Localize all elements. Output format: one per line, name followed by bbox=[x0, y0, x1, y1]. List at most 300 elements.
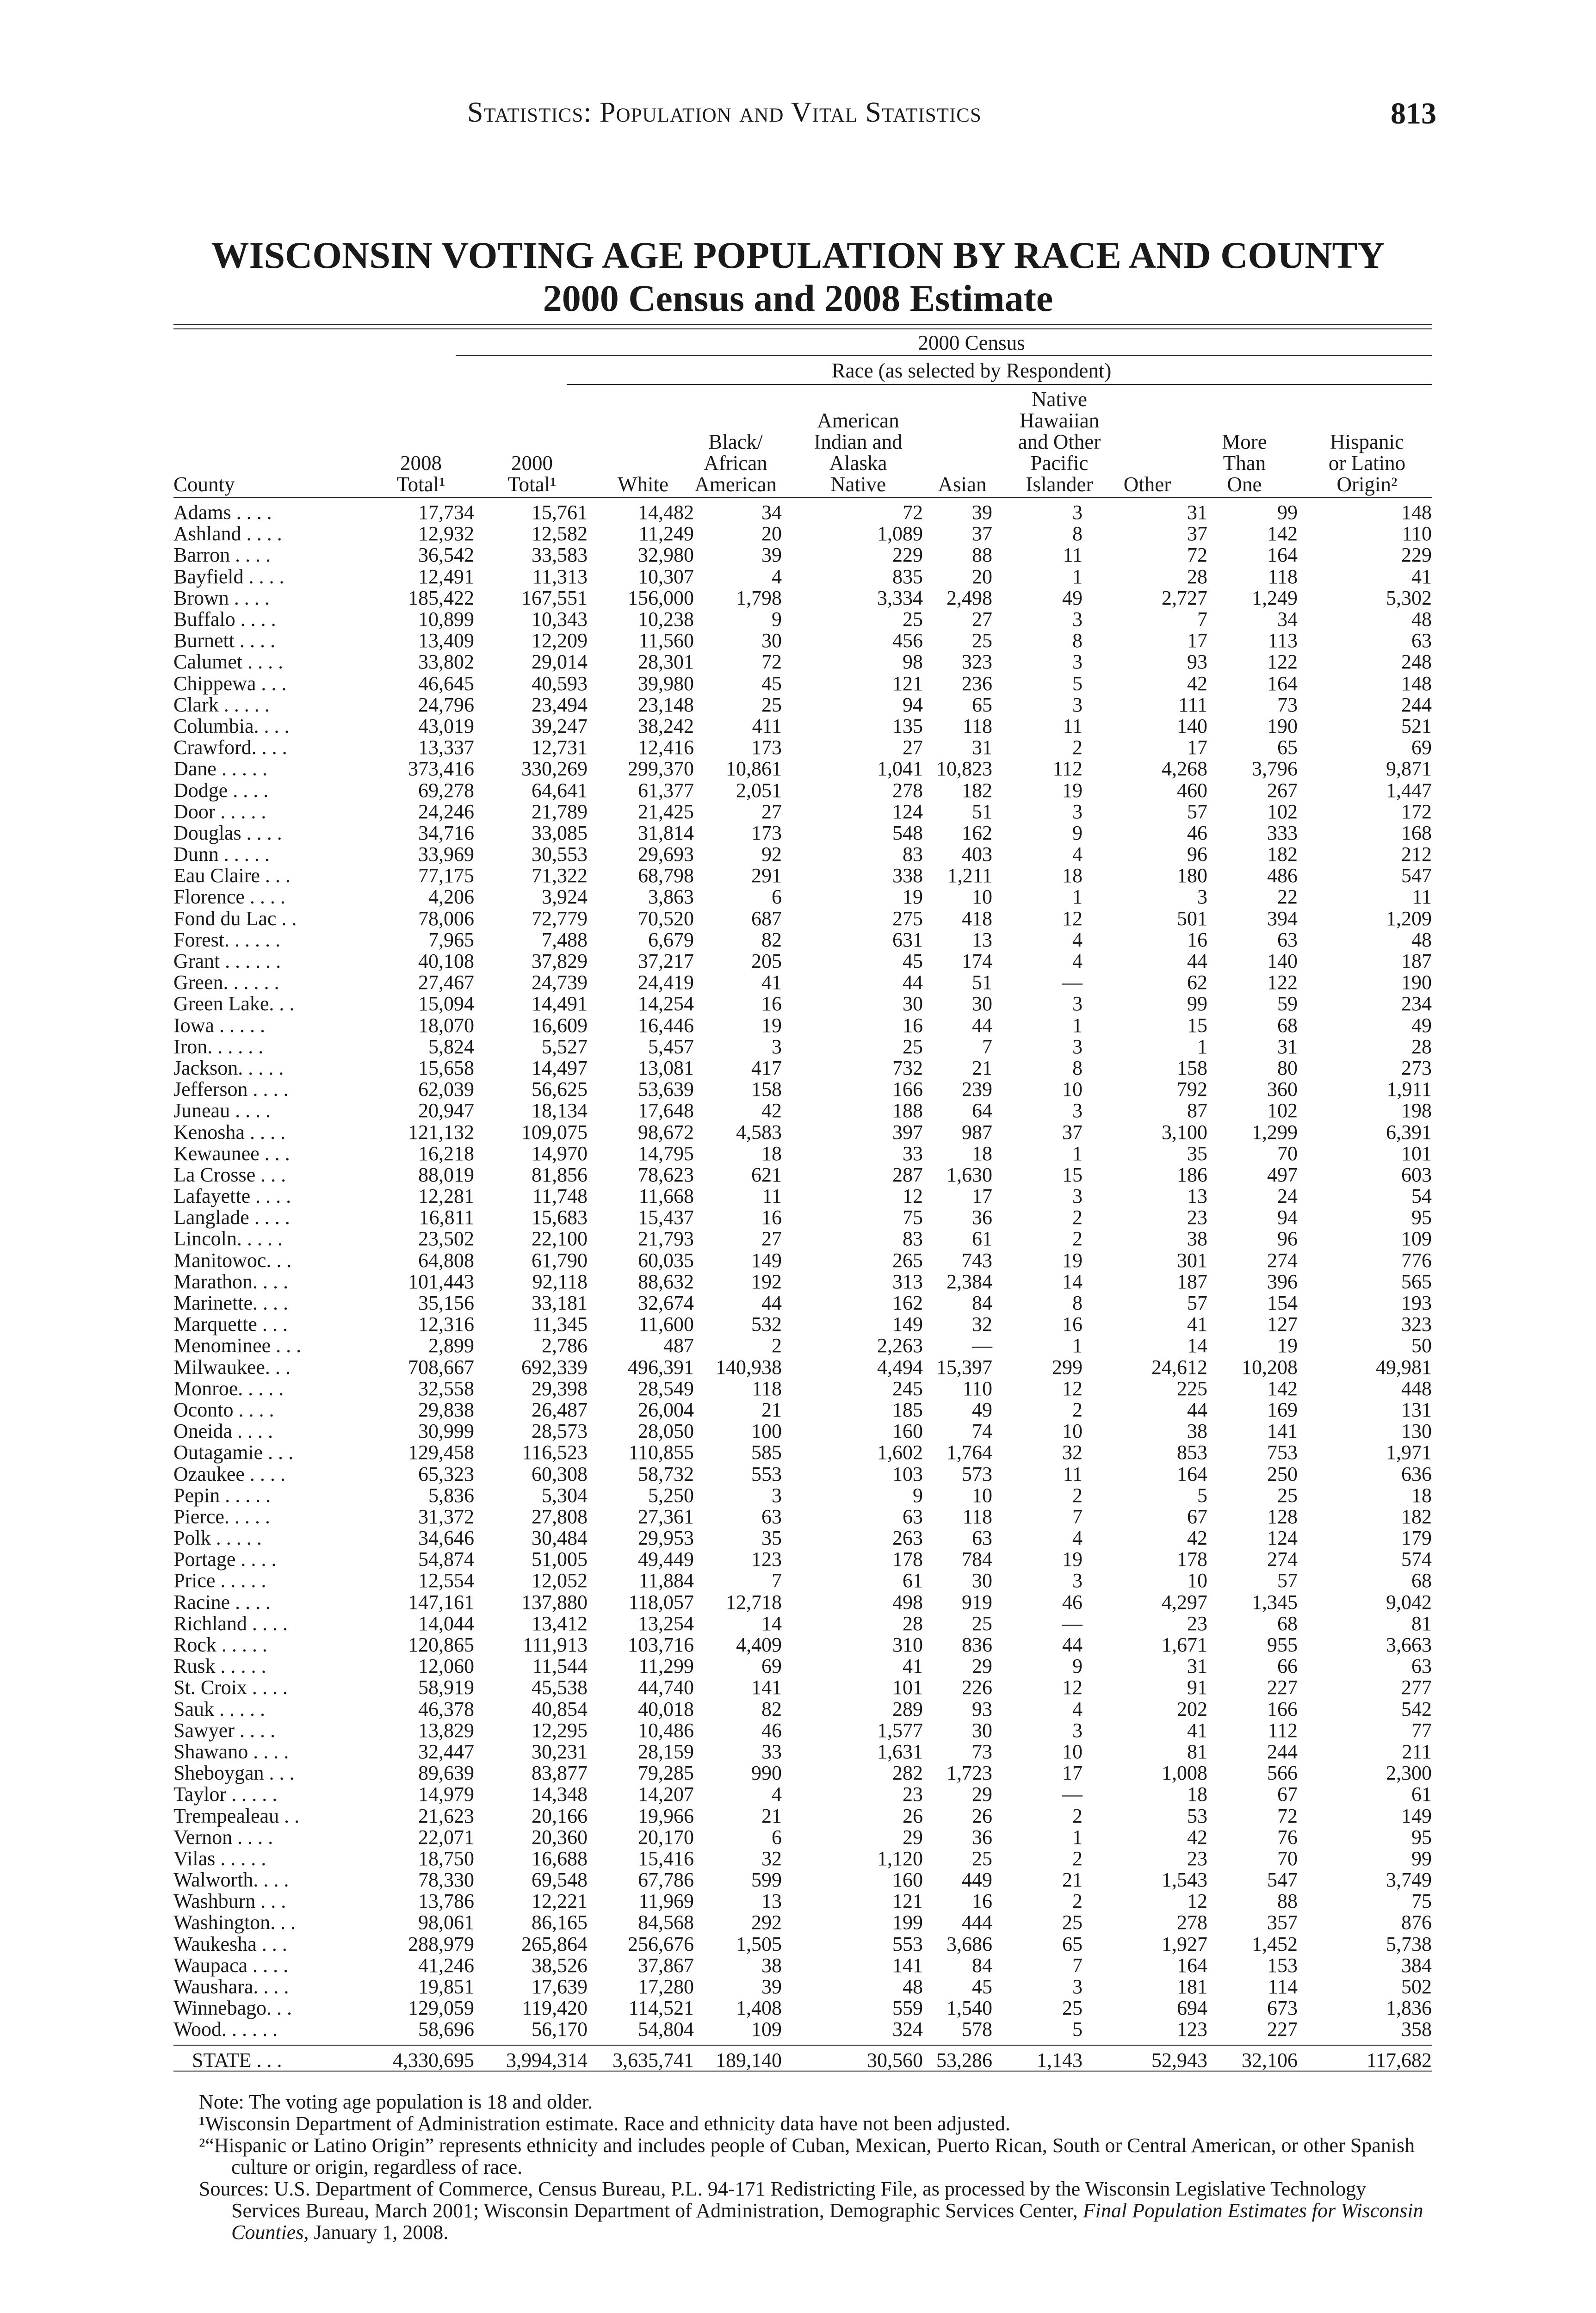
table-cell: 18,750 bbox=[418, 1847, 474, 1870]
table-row bbox=[173, 1741, 1432, 1763]
county-name: Jefferson . . . . bbox=[173, 1078, 289, 1101]
table-row bbox=[173, 1848, 1432, 1869]
table-cell: 3,686 bbox=[946, 1932, 992, 1955]
table-cell: 287 bbox=[892, 1163, 923, 1186]
table-cell: 12 bbox=[1062, 1676, 1083, 1699]
table-cell: 31 bbox=[1277, 1035, 1298, 1058]
table-cell: 10 bbox=[972, 1484, 992, 1507]
table-cell: 9 bbox=[772, 608, 782, 631]
header-american-indian bbox=[782, 410, 934, 495]
header-other: Other bbox=[1123, 473, 1171, 496]
table-cell: 12,295 bbox=[532, 1719, 588, 1742]
table-cell: 148 bbox=[1401, 501, 1432, 524]
table-cell: 28,549 bbox=[638, 1377, 694, 1400]
table-cell: 99 bbox=[1277, 501, 1298, 524]
table-cell: 299,370 bbox=[628, 757, 694, 780]
table-cell: 565 bbox=[1401, 1270, 1432, 1293]
table-cell: 574 bbox=[1401, 1548, 1432, 1571]
table-cell: 2 bbox=[1072, 1227, 1083, 1250]
table-cell: 373,416 bbox=[408, 757, 474, 780]
table-cell: 54,804 bbox=[638, 2018, 694, 2041]
table-cell: 162 bbox=[892, 1292, 923, 1315]
table-cell: 548 bbox=[892, 821, 923, 844]
table-cell: 149 bbox=[751, 1249, 782, 1272]
table-cell: 282 bbox=[892, 1762, 923, 1785]
table-cell: 26 bbox=[972, 1804, 992, 1827]
table-cell: 49 bbox=[1411, 1014, 1432, 1037]
table-cell: 33,969 bbox=[418, 843, 474, 866]
table-cell: 2 bbox=[772, 1334, 782, 1357]
table-cell: 17,280 bbox=[638, 1975, 694, 1998]
table-cell: 33,583 bbox=[532, 544, 588, 567]
table-cell: 179 bbox=[1401, 1527, 1432, 1550]
table-cell: 49,449 bbox=[638, 1548, 694, 1571]
header-hisp-2: or Latino bbox=[1328, 451, 1406, 475]
table-cell: 38 bbox=[1187, 1420, 1207, 1443]
table-cell: 502 bbox=[1401, 1975, 1432, 1998]
table-cell: 313 bbox=[892, 1270, 923, 1293]
table-cell: 61,377 bbox=[638, 779, 694, 802]
table-cell: 2,727 bbox=[1162, 586, 1207, 609]
table-cell: 14,795 bbox=[638, 1142, 694, 1165]
table-cell: 288,979 bbox=[408, 1932, 474, 1955]
table-cell: 12,209 bbox=[532, 629, 588, 652]
table-cell: 21,425 bbox=[638, 800, 694, 823]
table-cell: 28,573 bbox=[532, 1420, 588, 1443]
table-row bbox=[173, 2019, 1432, 2040]
table-cell: 292 bbox=[751, 1911, 782, 1934]
table-cell: 112 bbox=[1268, 1719, 1298, 1742]
table-row bbox=[173, 908, 1432, 929]
table-cell: 1 bbox=[1072, 1825, 1083, 1849]
table-cell: 3 bbox=[1072, 992, 1083, 1015]
table-cell: 147,161 bbox=[408, 1590, 474, 1614]
table-cell: 323 bbox=[962, 650, 992, 674]
header-hisp-3: Origin² bbox=[1336, 473, 1398, 496]
table-cell: 1,249 bbox=[1252, 586, 1298, 609]
table-cell: 42 bbox=[1187, 672, 1207, 695]
table-cell: 29,953 bbox=[638, 1527, 694, 1550]
table-cell: 25 bbox=[972, 1612, 992, 1635]
table-cell: 4,268 bbox=[1162, 757, 1207, 780]
table-cell: 11,969 bbox=[638, 1890, 694, 1913]
county-name: Waukesha . . . bbox=[173, 1932, 287, 1955]
table-cell: 167,551 bbox=[521, 586, 588, 609]
table-cell: 25 bbox=[1277, 1484, 1298, 1507]
table-cell: 603 bbox=[1401, 1163, 1432, 1186]
table-row bbox=[173, 886, 1432, 908]
table-cell: 181 bbox=[1177, 1975, 1207, 1998]
table-cell: 553 bbox=[892, 1932, 923, 1955]
table-cell: 1 bbox=[1072, 565, 1083, 588]
table-cell: 21 bbox=[1062, 1868, 1083, 1892]
state-cell: 32,106 bbox=[1242, 2049, 1298, 2072]
table-row bbox=[173, 1955, 1432, 1976]
note-voting-age: Note: The voting age population is 18 and older. bbox=[199, 2090, 593, 2113]
table-cell: 41 bbox=[1187, 1313, 1207, 1336]
county-name: Walworth. . . . bbox=[173, 1868, 289, 1892]
table-cell: 81 bbox=[1187, 1740, 1207, 1763]
table-cell: 109 bbox=[1401, 1227, 1432, 1250]
county-name: Sauk . . . . . bbox=[173, 1697, 265, 1720]
table-cell: 19 bbox=[903, 885, 923, 909]
table-cell: 92,118 bbox=[532, 1270, 588, 1293]
table-cell: 1,911 bbox=[1386, 1078, 1432, 1101]
table-cell: 67 bbox=[1277, 1783, 1298, 1806]
table-cell: 2 bbox=[1072, 1890, 1083, 1913]
table-cell: 636 bbox=[1401, 1462, 1432, 1485]
table-cell: 66 bbox=[1277, 1655, 1298, 1678]
table-cell: 69 bbox=[761, 1655, 782, 1678]
table-cell: 101 bbox=[892, 1676, 923, 1699]
table-cell: 2,300 bbox=[1386, 1762, 1432, 1785]
table-cell: 15 bbox=[1062, 1163, 1083, 1186]
table-cell: 77 bbox=[1411, 1719, 1432, 1742]
table-cell: 75 bbox=[903, 1206, 923, 1229]
table-cell: 39,247 bbox=[532, 714, 588, 737]
table-cell: 2,263 bbox=[877, 1334, 923, 1357]
table-cell: 11,313 bbox=[532, 565, 588, 588]
table-cell: 23,148 bbox=[638, 693, 694, 716]
header-county: County bbox=[173, 473, 235, 496]
table-cell: 100 bbox=[751, 1420, 782, 1443]
table-cell: 25 bbox=[972, 629, 992, 652]
table-cell: 37,867 bbox=[638, 1954, 694, 1977]
table-cell: 32 bbox=[1062, 1441, 1083, 1464]
table-row bbox=[173, 544, 1432, 566]
table-cell: 338 bbox=[892, 864, 923, 887]
county-name: Door . . . . . bbox=[173, 800, 266, 823]
county-name: Jackson. . . . . bbox=[173, 1056, 284, 1079]
county-name: Portage . . . . bbox=[173, 1548, 277, 1571]
table-cell: 13,409 bbox=[418, 629, 474, 652]
table-cell: 24,246 bbox=[418, 800, 474, 823]
table-cell: 199 bbox=[892, 1911, 923, 1934]
table-cell: 72 bbox=[761, 650, 782, 674]
table-cell: 2 bbox=[1072, 1398, 1083, 1421]
table-cell: 37 bbox=[1187, 522, 1207, 545]
table-cell: 44 bbox=[972, 1014, 992, 1037]
table-cell: 3,749 bbox=[1386, 1868, 1432, 1892]
table-cell: 229 bbox=[1401, 544, 1432, 567]
table-cell: 112 bbox=[1052, 757, 1083, 780]
state-cell: 4,330,695 bbox=[393, 2049, 474, 2072]
table-cell: 64 bbox=[972, 1099, 992, 1122]
header-ai-2: Indian and bbox=[814, 430, 903, 453]
table-cell: 124 bbox=[892, 800, 923, 823]
table-cell: 330,269 bbox=[521, 757, 588, 780]
table-cell: 7 bbox=[982, 1035, 992, 1058]
table-cell: 673 bbox=[1267, 1997, 1298, 2020]
table-cell: 62 bbox=[1187, 971, 1207, 994]
table-cell: 1,971 bbox=[1386, 1441, 1432, 1464]
table-cell: 15,416 bbox=[638, 1847, 694, 1870]
table-cell: 31 bbox=[1187, 501, 1207, 524]
table-cell: 92 bbox=[761, 843, 782, 866]
table-cell: 180 bbox=[1177, 864, 1207, 887]
table-cell: 1,577 bbox=[877, 1719, 923, 1742]
table-cell: 164 bbox=[1177, 1954, 1207, 1977]
table-cell: 267 bbox=[1267, 779, 1298, 802]
table-cell: 3 bbox=[1072, 1975, 1083, 1998]
county-name: Winnebago. . . bbox=[173, 1997, 292, 2020]
table-cell: 225 bbox=[1177, 1377, 1207, 1400]
state-rule bbox=[173, 2045, 1432, 2046]
county-name: Burnett . . . . bbox=[173, 629, 275, 652]
header-nh-3: and Other bbox=[1018, 430, 1101, 453]
county-name: Price . . . . . bbox=[173, 1569, 266, 1592]
county-name: Waushara. . . . bbox=[173, 1975, 289, 1998]
table-cell: 51,005 bbox=[532, 1548, 588, 1571]
table-cell: 599 bbox=[751, 1868, 782, 1892]
table-cell: 14,348 bbox=[532, 1783, 588, 1806]
table-cell: 11,748 bbox=[532, 1185, 588, 1208]
table-cell: 11,544 bbox=[532, 1655, 588, 1678]
table-cell: 27 bbox=[761, 1227, 782, 1250]
county-name: Iowa . . . . . bbox=[173, 1014, 265, 1037]
table-cell: 53 bbox=[1187, 1804, 1207, 1827]
page-number: 813 bbox=[1391, 97, 1436, 130]
county-name: Fond du Lac . . bbox=[173, 907, 297, 930]
table-cell: 71,322 bbox=[532, 864, 588, 887]
table-cell: 109,075 bbox=[521, 1120, 588, 1144]
table-cell: 21 bbox=[761, 1398, 782, 1421]
table-cell: 38 bbox=[1187, 1227, 1207, 1250]
table-cell: 1,299 bbox=[1252, 1120, 1298, 1144]
table-cell: 40,593 bbox=[532, 672, 588, 695]
table-cell: 3 bbox=[1072, 1185, 1083, 1208]
table-cell: 164 bbox=[1267, 544, 1298, 567]
table-cell: 129,458 bbox=[408, 1441, 474, 1464]
table-cell: 792 bbox=[1177, 1078, 1207, 1101]
table-row bbox=[173, 1421, 1432, 1442]
table-cell: 17,734 bbox=[418, 501, 474, 524]
table-cell: 84 bbox=[972, 1954, 992, 1977]
table-cell: 11 bbox=[1063, 544, 1083, 567]
table-cell: 227 bbox=[1267, 1676, 1298, 1699]
table-cell: 61 bbox=[972, 1227, 992, 1250]
table-cell: 417 bbox=[751, 1056, 782, 1079]
table-row bbox=[173, 1357, 1432, 1378]
table-cell: 118 bbox=[962, 1505, 992, 1528]
table-cell: 26,004 bbox=[638, 1398, 694, 1421]
table-cell: 35,156 bbox=[418, 1292, 474, 1315]
table-cell: 12,052 bbox=[532, 1569, 588, 1592]
table-cell: 61 bbox=[903, 1569, 923, 1592]
table-row bbox=[173, 1699, 1432, 1720]
table-cell: 7 bbox=[1197, 608, 1207, 631]
table-cell: 14,497 bbox=[532, 1056, 588, 1079]
table-row bbox=[173, 1934, 1432, 1955]
county-name: Rock . . . . . bbox=[173, 1633, 267, 1657]
table-cell: 88,632 bbox=[638, 1270, 694, 1293]
county-name: Washburn . . . bbox=[173, 1890, 286, 1913]
table-row bbox=[173, 1100, 1432, 1121]
table-cell: 98,672 bbox=[638, 1120, 694, 1144]
table-cell: 69 bbox=[1411, 736, 1432, 759]
table-cell: 48 bbox=[903, 1975, 923, 1998]
table-cell: 460 bbox=[1177, 779, 1207, 802]
table-cell: 190 bbox=[1267, 714, 1298, 737]
table-row bbox=[173, 929, 1432, 951]
table-cell: 987 bbox=[962, 1120, 992, 1144]
table-cell: 5,250 bbox=[648, 1484, 694, 1507]
table-cell: 158 bbox=[1177, 1056, 1207, 1079]
table-cell: 1,671 bbox=[1162, 1633, 1207, 1657]
table-cell: 42 bbox=[1187, 1825, 1207, 1849]
table-row bbox=[173, 1293, 1432, 1314]
table-cell: 140,938 bbox=[716, 1355, 782, 1379]
table-cell: 9,042 bbox=[1386, 1590, 1432, 1614]
table-cell: 169 bbox=[1267, 1398, 1298, 1421]
table-cell: 59 bbox=[1277, 992, 1298, 1015]
table-cell: 1,764 bbox=[946, 1441, 992, 1464]
table-cell: 1,798 bbox=[736, 586, 782, 609]
county-name: Crawford. . . . bbox=[173, 736, 287, 759]
table-cell: 16,446 bbox=[638, 1014, 694, 1037]
county-name: La Crosse . . . bbox=[173, 1163, 286, 1186]
table-cell: 41 bbox=[903, 1655, 923, 1678]
table-cell: 131 bbox=[1401, 1398, 1432, 1421]
table-cell: 32,980 bbox=[638, 544, 694, 567]
table-cell: 3,100 bbox=[1162, 1120, 1207, 1144]
table-cell: 1,927 bbox=[1162, 1932, 1207, 1955]
table-cell: 68,798 bbox=[638, 864, 694, 887]
table-cell: 239 bbox=[962, 1078, 992, 1101]
county-name: Marinette. . . . bbox=[173, 1292, 289, 1315]
table-cell: 166 bbox=[1267, 1697, 1298, 1720]
table-cell: 39 bbox=[761, 544, 782, 567]
table-cell: 65,323 bbox=[418, 1462, 474, 1485]
table-cell: 118 bbox=[752, 1377, 782, 1400]
table-cell: 1,630 bbox=[946, 1163, 992, 1186]
table-cell: 38,526 bbox=[532, 1954, 588, 1977]
table-cell: 123 bbox=[1177, 2018, 1207, 2041]
table-cell: 30 bbox=[972, 1719, 992, 1742]
table-cell: 142 bbox=[1267, 1377, 1298, 1400]
table-cell: 234 bbox=[1401, 992, 1432, 1015]
table-cell: 51 bbox=[972, 971, 992, 994]
table-cell: 68 bbox=[1277, 1014, 1298, 1037]
table-cell: 2,498 bbox=[946, 586, 992, 609]
county-name: Richland . . . . bbox=[173, 1612, 288, 1635]
table-cell: 4,206 bbox=[428, 885, 474, 909]
table-cell: 3 bbox=[1072, 693, 1083, 716]
table-cell: 1 bbox=[1072, 885, 1083, 909]
table-cell: 17 bbox=[972, 1185, 992, 1208]
table-cell: 205 bbox=[751, 950, 782, 973]
table-cell: 110 bbox=[1402, 522, 1432, 545]
header-ai-1: American bbox=[817, 409, 899, 432]
table-cell: 4 bbox=[1072, 843, 1083, 866]
table-cell: 1,602 bbox=[877, 1441, 923, 1464]
table-cell: 110 bbox=[962, 1377, 992, 1400]
county-name: Pierce. . . . . bbox=[173, 1505, 270, 1528]
table-cell: 12 bbox=[903, 1185, 923, 1208]
table-row bbox=[173, 1891, 1432, 1912]
table-cell: 182 bbox=[962, 779, 992, 802]
state-total-row bbox=[173, 2048, 1432, 2072]
header-more-than-one bbox=[1198, 431, 1291, 495]
table-cell: 6,391 bbox=[1386, 1120, 1432, 1144]
table-cell: 3,924 bbox=[542, 885, 588, 909]
table-cell: 245 bbox=[892, 1377, 923, 1400]
county-name: Barron . . . . bbox=[173, 544, 271, 567]
top-rule-2 bbox=[173, 328, 1432, 329]
table-cell: 89,639 bbox=[418, 1762, 474, 1785]
table-cell: 248 bbox=[1401, 650, 1432, 674]
table-cell: 955 bbox=[1267, 1633, 1298, 1657]
header-2000-2: Total¹ bbox=[507, 473, 557, 496]
table-cell: 160 bbox=[892, 1868, 923, 1892]
table-cell: 43,019 bbox=[418, 714, 474, 737]
table-cell: 19 bbox=[1062, 1249, 1083, 1272]
table-row bbox=[173, 1015, 1432, 1036]
table-cell: 41 bbox=[1187, 1719, 1207, 1742]
table-cell: 17,648 bbox=[638, 1099, 694, 1122]
table-cell: 3 bbox=[1072, 800, 1083, 823]
table-cell: 2,051 bbox=[736, 779, 782, 802]
table-cell: 202 bbox=[1177, 1697, 1207, 1720]
header-more-3: One bbox=[1227, 473, 1262, 496]
county-name: Juneau . . . . bbox=[173, 1099, 271, 1122]
table-cell: 84 bbox=[972, 1292, 992, 1315]
table-cell: 48 bbox=[1411, 928, 1432, 951]
table-cell: 14,044 bbox=[418, 1612, 474, 1635]
table-cell: 198 bbox=[1401, 1099, 1432, 1122]
table-cell: 32,674 bbox=[638, 1292, 694, 1315]
table-cell: 99 bbox=[1187, 992, 1207, 1015]
table-row bbox=[173, 1463, 1432, 1484]
table-cell: 16 bbox=[1187, 928, 1207, 951]
table-cell: 67 bbox=[1187, 1505, 1207, 1528]
table-cell: 29,014 bbox=[532, 650, 588, 674]
table-cell: 31 bbox=[972, 736, 992, 759]
table-cell: 1,836 bbox=[1386, 1997, 1432, 2020]
table-row bbox=[173, 1378, 1432, 1399]
table-cell: 10,307 bbox=[638, 565, 694, 588]
county-name: Lincoln. . . . . bbox=[173, 1227, 283, 1250]
county-name: Bayfield . . . . bbox=[173, 565, 285, 588]
table-cell: 289 bbox=[892, 1697, 923, 1720]
table-cell: 24,612 bbox=[1151, 1355, 1207, 1379]
table-cell: 1 bbox=[1072, 1014, 1083, 1037]
table-cell: 10 bbox=[972, 885, 992, 909]
header-hisp-1: Hispanic bbox=[1330, 430, 1404, 453]
table-cell: 12 bbox=[1187, 1890, 1207, 1913]
table-cell: 54,874 bbox=[418, 1548, 474, 1571]
table-cell: 34 bbox=[1277, 608, 1298, 631]
table-cell: 4,583 bbox=[736, 1120, 782, 1144]
table-cell: 14,254 bbox=[638, 992, 694, 1015]
table-cell: 25 bbox=[1062, 1911, 1083, 1934]
table-cell: 498 bbox=[892, 1590, 923, 1614]
table-cell: 149 bbox=[892, 1313, 923, 1336]
table-cell: 168 bbox=[1401, 821, 1432, 844]
table-cell: 17 bbox=[1062, 1762, 1083, 1785]
county-name: Dodge . . . . bbox=[173, 779, 269, 802]
table-cell: 11,249 bbox=[638, 522, 694, 545]
table-cell: 11,668 bbox=[638, 1185, 694, 1208]
table-cell: 3 bbox=[1072, 608, 1083, 631]
table-cell: 547 bbox=[1267, 1868, 1298, 1892]
table-cell: 19,851 bbox=[418, 1975, 474, 1998]
table-cell: 16,218 bbox=[418, 1142, 474, 1165]
table-cell: 10 bbox=[1062, 1420, 1083, 1443]
table-cell: 776 bbox=[1401, 1249, 1432, 1272]
table-cell: 4,494 bbox=[877, 1355, 923, 1379]
table-row bbox=[173, 1442, 1432, 1463]
